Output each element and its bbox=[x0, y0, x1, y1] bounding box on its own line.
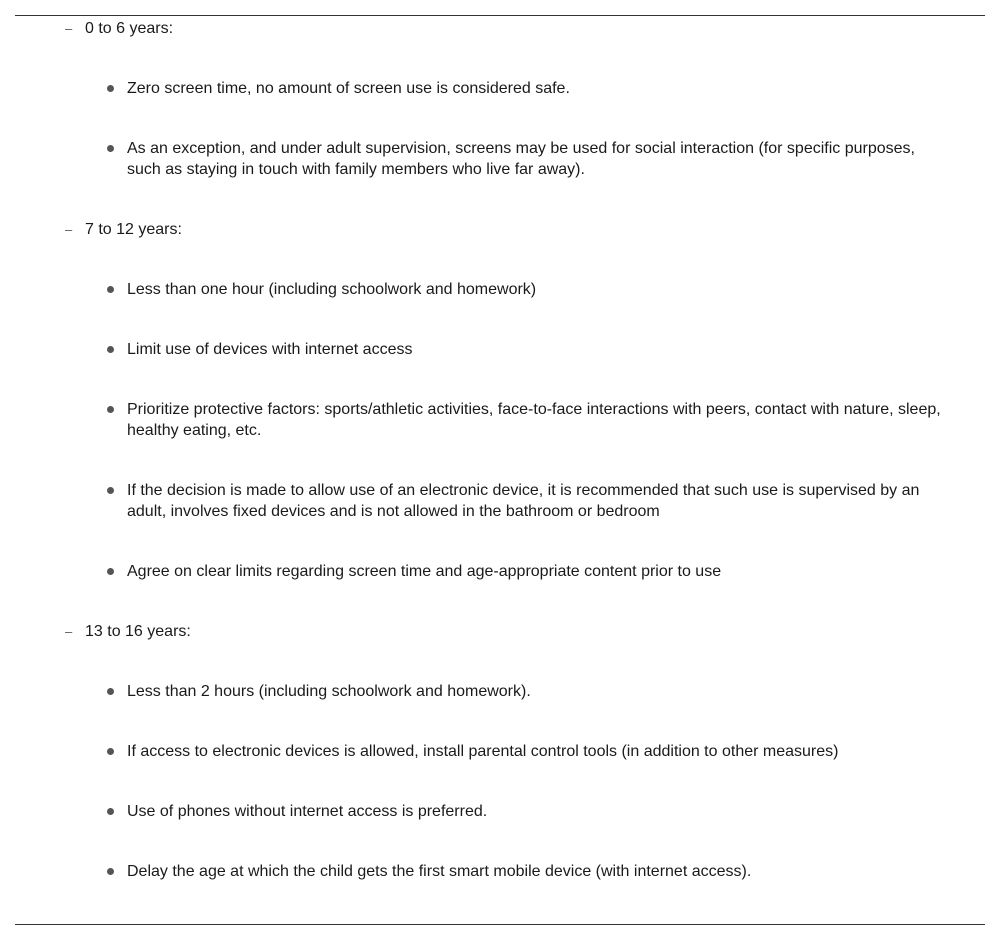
recommendations-list bbox=[0, 18, 1000, 921]
list-item-text: Use of phones without internet access is preferred. bbox=[127, 803, 488, 820]
list-item bbox=[0, 399, 1000, 441]
list-item bbox=[0, 861, 1000, 882]
list-item-text: Agree on clear limits regarding screen time and age-appropriate content prior to use bbox=[127, 563, 722, 580]
bullet-icon bbox=[107, 748, 114, 755]
list-item bbox=[0, 801, 1000, 822]
bullet-icon bbox=[107, 286, 114, 293]
group-heading-label: 0 to 6 years: bbox=[85, 20, 174, 37]
top-rule bbox=[15, 15, 985, 16]
bullet-icon bbox=[107, 406, 114, 413]
list-item bbox=[0, 279, 1000, 300]
list-item-text: Zero screen time, no amount of screen use is considered safe. bbox=[127, 80, 570, 97]
dash-marker: – bbox=[65, 624, 73, 639]
bullet-icon bbox=[107, 808, 114, 815]
bullet-icon bbox=[107, 568, 114, 575]
group-heading-0-6 bbox=[0, 18, 1000, 39]
list-item-text: As an exception, and under adult supervision, screens may be used for social interaction (for specific purposes, such as staying in touch with family members who live far away). bbox=[127, 140, 915, 178]
list-item bbox=[0, 681, 1000, 702]
list-item bbox=[0, 339, 1000, 360]
list-item bbox=[0, 138, 1000, 180]
list-item-text: Prioritize protective factors: sports/athletic activities, face-to-face interactions with peers, contact with nature, sleep, healthy eating, etc. bbox=[127, 401, 941, 439]
bullet-icon bbox=[107, 145, 114, 152]
dash-marker: – bbox=[65, 21, 73, 36]
group-heading-label: 7 to 12 years: bbox=[85, 221, 182, 238]
list-item-text: Delay the age at which the child gets the first smart mobile device (with internet access). bbox=[127, 863, 752, 880]
list-item-text: If access to electronic devices is allowed, install parental control tools (in addition to other measures) bbox=[127, 743, 839, 760]
list-item bbox=[0, 78, 1000, 99]
list-item-text: Limit use of devices with internet access bbox=[127, 341, 413, 358]
group-heading-label: 13 to 16 years: bbox=[85, 623, 191, 640]
group-heading-13-16 bbox=[0, 621, 1000, 642]
bottom-rule bbox=[15, 924, 985, 925]
bullet-icon bbox=[107, 85, 114, 92]
list-item-text: If the decision is made to allow use of an electronic device, it is recommended that such use is supervised by an adult, involves fixed devices and is not allowed in the bathroom or bedroom bbox=[127, 482, 920, 520]
dash-marker: – bbox=[65, 222, 73, 237]
bullet-icon bbox=[107, 868, 114, 875]
group-heading-7-12 bbox=[0, 219, 1000, 240]
bullet-icon bbox=[107, 688, 114, 695]
list-item bbox=[0, 561, 1000, 582]
list-item bbox=[0, 741, 1000, 762]
bullet-icon bbox=[107, 487, 114, 494]
list-item-text: Less than 2 hours (including schoolwork and homework). bbox=[127, 683, 531, 700]
bullet-icon bbox=[107, 346, 114, 353]
list-item-text: Less than one hour (including schoolwork and homework) bbox=[127, 281, 537, 298]
list-item bbox=[0, 480, 1000, 522]
